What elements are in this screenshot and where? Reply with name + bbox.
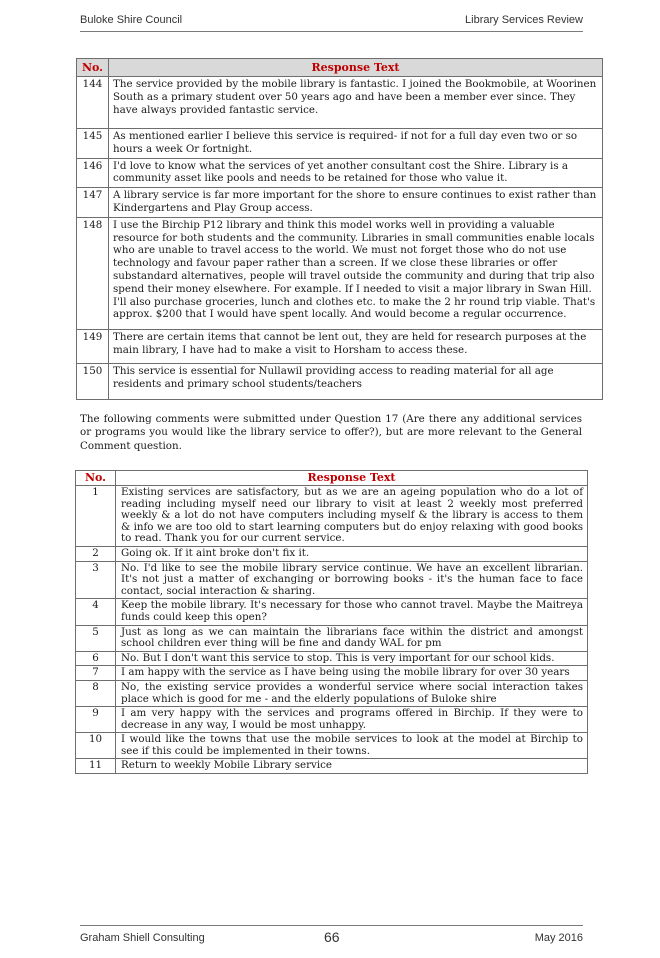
table-row — [77, 129, 603, 159]
table-row — [77, 329, 603, 363]
response-number: 10 — [76, 733, 116, 759]
response-text: As mentioned earlier I believe this service is required- if not for a full day even two or so hours a week Or fortnight. — [109, 129, 603, 159]
responses-table-2 — [75, 470, 588, 774]
response-number: 150 — [77, 363, 109, 399]
table-row — [77, 188, 603, 218]
response-text: Return to weekly Mobile Library service — [116, 759, 588, 774]
column-header-no: No. — [77, 59, 109, 77]
column-header-no: No. — [76, 471, 116, 486]
response-text: I am very happy with the services and programs offered in Birchip. If they were to decrease in any way, I would be most unhappy. — [116, 707, 588, 733]
table-row — [77, 363, 603, 399]
response-text: No, the existing service provides a wonderful service where social interaction takes place which is good for me - and the elderly populations of Buloke shire — [116, 680, 588, 706]
response-text: No. But I don't want this service to stop. This is very important for our school kids. — [116, 651, 588, 666]
response-number: 4 — [76, 599, 116, 625]
table-row — [76, 546, 588, 561]
response-text: I use the Birchip P12 library and think this model works well in providing a valuable resource for both students and the community. Libraries in small communities enable locals who are unable to travel access to the world. We must not forget those who do not use technology and favour paper rather than a screen. If we close these libraries or offer substandard alternatives, people will travel outside the community and during that trip also spend their money elsewhere. For example. If I needed to visit a major library in Swan Hill. I'll also purchase groceries, lunch and clothes etc. to make the 2 hr round trip viable. That's approx. $200 that I would have spent locally. And would become a regular occurrence. — [109, 217, 603, 329]
response-text: I am happy with the service as I have being using the mobile library for over 30 years — [116, 666, 588, 681]
header-organisation: Buloke Shire Council — [80, 14, 183, 26]
header-document-title: Library Services Review — [465, 14, 583, 26]
intro-paragraph: The following comments were submitted under Question 17 (Are there any additional services or programs you would like the library service to offer?), but are more relevant to the General Comment question. — [80, 413, 582, 452]
response-text: Existing services are satisfactory, but as we are an ageing population who do a lot of reading including myself need our library to visit at least 2 weekly most preferred weekly & a lot do not have computers including myself & the library is access to them & info we are too old to start learning computers but do enjoy relaxing with good books to read. Thank you for our current service. — [116, 486, 588, 547]
page-footer — [80, 925, 583, 950]
table-header-row — [77, 59, 603, 77]
response-number: 2 — [76, 546, 116, 561]
response-text: Keep the mobile library. It's necessary for those who cannot travel. Maybe the Maitreya funds could keep this open? — [116, 599, 588, 625]
table-row — [76, 666, 588, 681]
response-number: 147 — [77, 188, 109, 218]
response-number: 11 — [76, 759, 116, 774]
response-text: There are certain items that cannot be lent out, they are held for research purposes at the main library, I have had to make a visit to Horsham to access these. — [109, 329, 603, 363]
response-text: Going ok. If it aint broke don't fix it. — [116, 546, 588, 561]
response-text: I'd love to know what the services of yet another consultant cost the Shire. Library is a community asset like pools and needs to be retained for those who value it. — [109, 158, 603, 188]
response-text: I would like the towns that use the mobile services to look at the model at Birchip to see if this could be implemented in their towns. — [116, 733, 588, 759]
response-text: This service is essential for Nullawil providing access to reading material for all age residents and primary school students/teachers — [109, 363, 603, 399]
response-number: 5 — [76, 625, 116, 651]
response-number: 9 — [76, 707, 116, 733]
table-header-row — [76, 471, 588, 486]
response-number: 3 — [76, 561, 116, 599]
response-number: 146 — [77, 158, 109, 188]
table-row — [76, 733, 588, 759]
table-row — [76, 625, 588, 651]
table-row — [76, 680, 588, 706]
column-header-response-text: Response Text — [116, 471, 588, 486]
table-row — [76, 486, 588, 547]
table-row — [77, 217, 603, 329]
column-header-response-text: Response Text — [109, 59, 603, 77]
table-row — [76, 707, 588, 733]
response-text: Just as long as we can maintain the librarians face within the district and amongst school children ever thing will be fine and dandy WAL for pm — [116, 625, 588, 651]
response-number: 145 — [77, 129, 109, 159]
response-number: 1 — [76, 486, 116, 547]
table-row — [76, 561, 588, 599]
responses-table-1 — [76, 58, 603, 400]
table-row — [76, 759, 588, 774]
response-number: 149 — [77, 329, 109, 363]
table-row — [76, 599, 588, 625]
response-text: The service provided by the mobile library is fantastic. I joined the Bookmobile, at Woorinen South as a primary student over 50 years ago and have been a member ever since. They have always provided fantastic service. — [109, 77, 603, 129]
footer-date: May 2016 — [534, 932, 583, 944]
page-header — [80, 12, 583, 32]
response-number: 6 — [76, 651, 116, 666]
response-number: 8 — [76, 680, 116, 706]
table-row — [77, 158, 603, 188]
table-row — [76, 651, 588, 666]
page-number: 66 — [324, 929, 340, 945]
response-text: No. I'd like to see the mobile library service continue. We have an excellent librarian. It's not just a matter of exchanging or borrowing books - it's the human face to face contact, social interaction & sharing. — [116, 561, 588, 599]
response-text: A library service is far more important for the shore to ensure continues to exist rather than Kindergartens and Play Group access. — [109, 188, 603, 218]
footer-author: Graham Shiell Consulting — [80, 932, 205, 944]
table-row — [77, 77, 603, 129]
response-number: 144 — [77, 77, 109, 129]
response-number: 148 — [77, 217, 109, 329]
response-number: 7 — [76, 666, 116, 681]
